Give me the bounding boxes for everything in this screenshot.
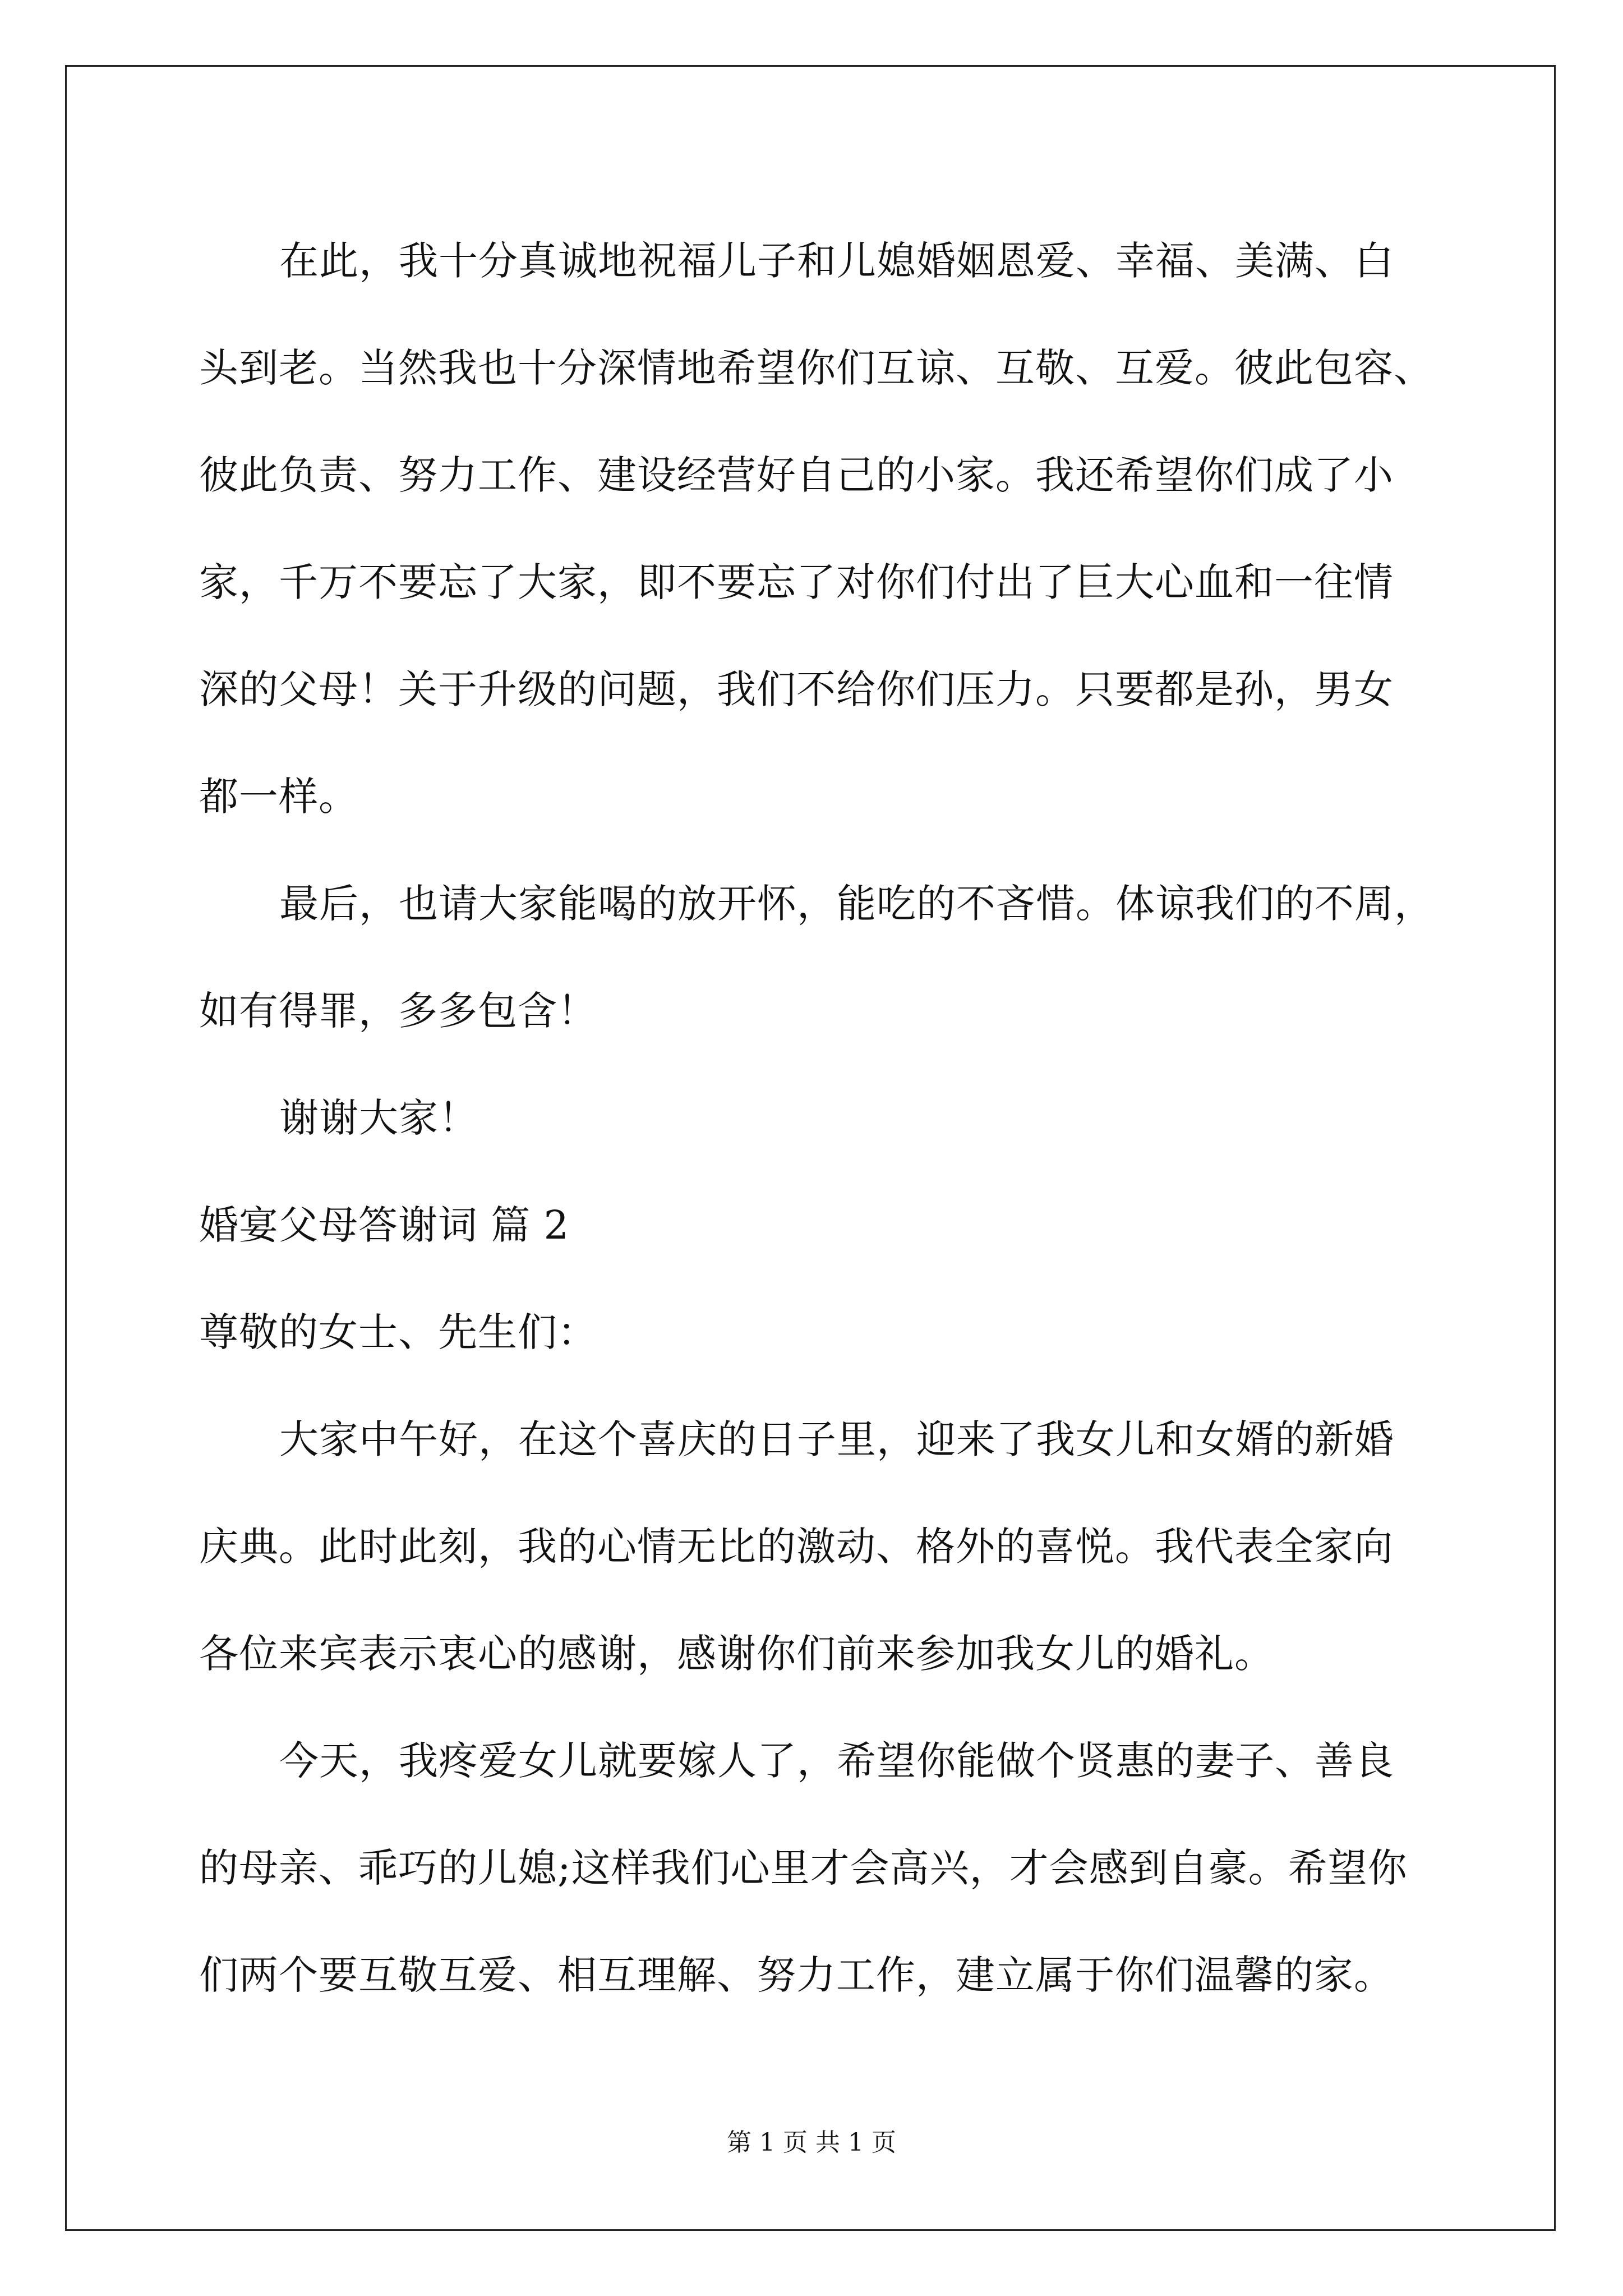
paragraph-line: 家，千万不要忘了大家，即不要忘了对你们付出了巨大心血和一往情 [199,559,1394,605]
paragraph-line: 的母亲、乖巧的儿媳;这样我们心里才会高兴，才会感到自豪。希望你 [199,1845,1408,1891]
document-body [199,208,1434,2029]
salutation: 尊敬的女士、先生们： [199,1309,597,1355]
paragraph-line: 头到老。当然我也十分深情地希望你们互谅、互敬、互爱。彼此包容、 [199,345,1433,391]
paragraph-line: 在此，我十分真诚地祝福儿子和儿媳婚姻恩爱、幸福、美满、白 [279,238,1394,284]
paragraph-line: 谢谢大家！ [279,1095,478,1141]
paragraph-line: 都一样。 [199,774,358,820]
paragraph-line: 们两个要互敬互爱、相互理解、努力工作，建立属于你们温馨的家。 [199,1952,1394,1998]
paragraph-line: 如有得罪，多多包含！ [199,988,597,1034]
paragraph-line: 大家中午好，在这个喜庆的日子里，迎来了我女儿和女婿的新婚 [279,1416,1394,1462]
paragraph-line: 今天，我疼爱女儿就要嫁人了，希望你能做个贤惠的妻子、善良 [279,1738,1394,1784]
paragraph-line: 庆典。此时此刻，我的心情无比的激动、格外的喜悦。我代表全家向 [199,1524,1394,1570]
paragraph-line: 深的父母！关于升级的问题，我们不给你们压力。只要都是孙，男女 [199,666,1394,712]
paragraph-line: 各位来宾表示衷心的感谢，感谢你们前来参加我女儿的婚礼。 [199,1631,1274,1677]
page-footer: 第 1 页 共 1 页 [727,2128,896,2157]
paragraph-line: 最后，也请大家能喝的放开怀，能吃的不吝惜。体谅我们的不周， [279,881,1434,927]
paragraph-line: 彼此负责、努力工作、建设经营好自己的小家。我还希望你们成了小 [199,452,1394,498]
section-heading: 婚宴父母答谢词 篇 2 [199,1202,570,1248]
